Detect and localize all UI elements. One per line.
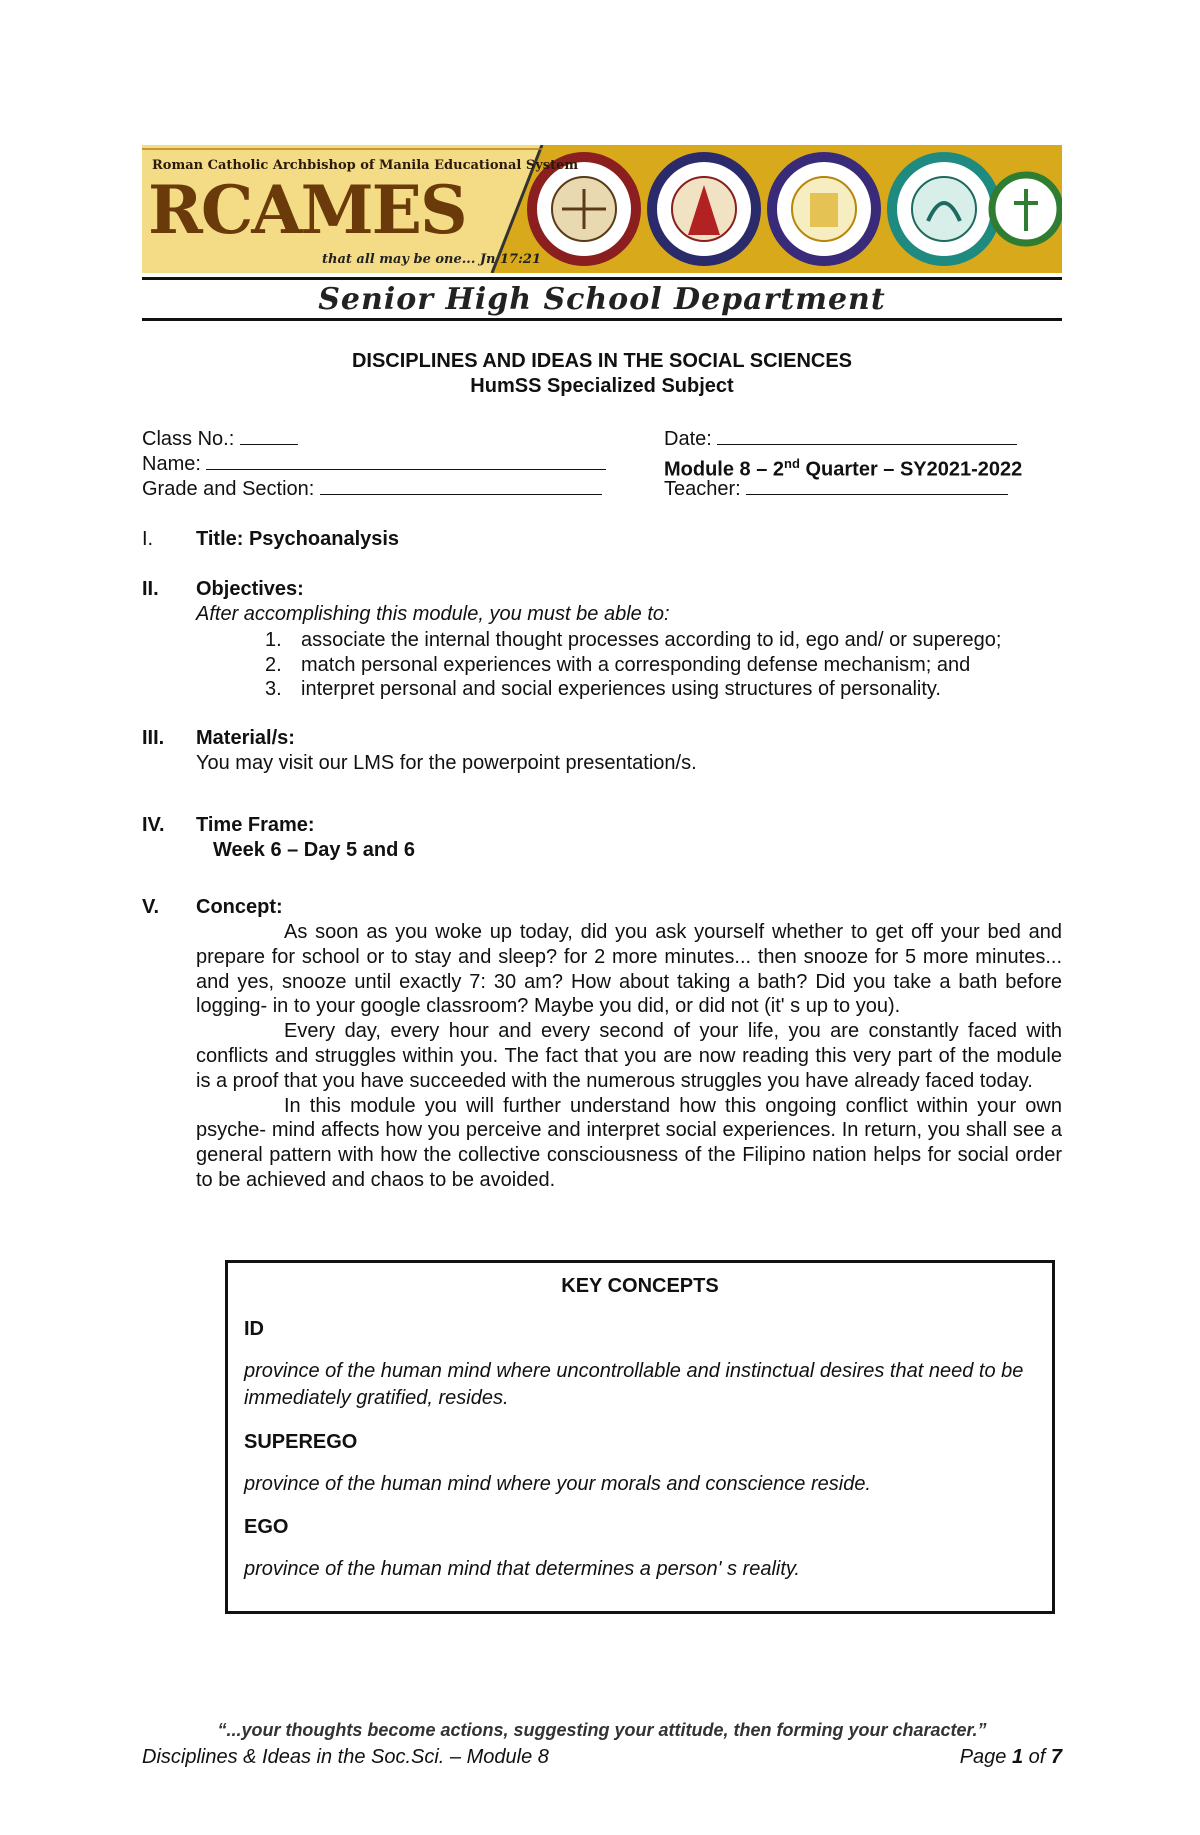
- term-id: ID: [244, 1318, 264, 1340]
- grade-section-field: [142, 476, 602, 502]
- objectives-intro: After accomplishing this module, you must be able to:: [196, 603, 670, 625]
- rcames-logo-text: RCAMES: [148, 171, 466, 249]
- grade-section-label: Grade and Section:: [142, 478, 315, 500]
- motto-text: that all may be one... Jn 17:21: [322, 252, 541, 267]
- section-1-title: Title: Psychoanalysis: [196, 528, 400, 550]
- list-item: 1. associate the internal thought processes according to id, ego and/ or superego;: [265, 629, 1002, 651]
- definition-superego: province of the human mind where your morals and conscience reside.: [244, 1473, 871, 1495]
- name-blank[interactable]: [206, 451, 606, 470]
- term-superego: SUPEREGO: [244, 1431, 358, 1453]
- date-label: Date:: [664, 428, 712, 450]
- school-seal-5-icon: [992, 175, 1060, 243]
- section-3-number: III.: [142, 727, 165, 749]
- page-number: Page 1 of 7: [959, 1746, 1062, 1768]
- definition-ego: province of the human mind that determines a person' s reality.: [244, 1558, 800, 1580]
- concept-paragraph: In this module you will further understand how this ongoing conflict within your own psyche- mind affects how you perceive and interpret social experiences. In return, you shall see a general pattern with how the collective consciousness of the Filipino nation helps for social order to be achieved and chaos to be avoided.: [196, 1094, 1062, 1191]
- header-banner: [142, 145, 1062, 273]
- objectives-list: [265, 628, 1001, 702]
- section-4-number: IV.: [142, 814, 165, 836]
- class-no-label: Class No.:: [142, 428, 235, 450]
- header-rule-bottom: [142, 318, 1062, 321]
- list-item: 2. match personal experiences with a corresponding defense mechanism; and: [265, 653, 971, 676]
- section-2-title: Objectives:: [196, 578, 304, 600]
- key-concepts-box: [225, 1260, 1055, 1614]
- materials-text: You may visit our LMS for the powerpoint presentation/s.: [196, 752, 697, 774]
- section-4-title: Time Frame:: [196, 814, 315, 836]
- date-field: [664, 426, 1017, 452]
- definition-id: province of the human mind where uncontrollable and instinctual desires that need to be immediately gratified, resides.: [244, 1360, 1024, 1409]
- module-info: Module 8 – 2nd Quarter – SY2021-2022: [664, 456, 1023, 481]
- section-2-number: II.: [142, 578, 159, 600]
- teacher-field: [664, 476, 1008, 502]
- name-label: Name:: [142, 453, 201, 475]
- department-title: Senior High School Department: [318, 282, 886, 317]
- subject-title: DISCIPLINES AND IDEAS IN THE SOCIAL SCIENCES: [351, 350, 853, 372]
- footer-document-name: Disciplines & Ideas in the Soc.Sci. – Module 8: [142, 1746, 549, 1768]
- time-frame-text: Week 6 – Day 5 and 6: [213, 839, 415, 861]
- section-1-number: I.: [142, 528, 154, 550]
- class-no-field: [142, 426, 298, 452]
- grade-section-blank[interactable]: [320, 476, 602, 495]
- section-5-number: V.: [142, 896, 160, 918]
- teacher-blank[interactable]: [746, 476, 1008, 495]
- class-no-blank[interactable]: [240, 426, 298, 445]
- school-seal-4-icon: [892, 157, 996, 261]
- name-field: [142, 451, 606, 477]
- date-blank[interactable]: [717, 426, 1017, 445]
- list-item: 3. interpret personal and social experiences using structures of personality.: [265, 678, 941, 700]
- teacher-label: Teacher:: [664, 478, 741, 500]
- key-concepts-title: KEY CONCEPTS: [561, 1275, 719, 1297]
- school-seal-2-icon: [652, 157, 756, 261]
- school-seal-3-icon: [772, 157, 876, 261]
- footer-quote: “...your thoughts become actions, suggesting your attitude, then forming your character.”: [217, 1720, 987, 1740]
- section-3-title: Material/s:: [196, 727, 295, 749]
- concept-paragraph: As soon as you woke up today, did you ask yourself whether to get off your bed and prepare for school or to stay and sleep? for 2 more minutes... then snooze for 5 more minutes... and yes, snooze until exactly 7: 30 am? How about taking a bath? Did you take a bath before logging- in to your google classroom? Maybe you did, or did not (it' s up to you).: [196, 921, 1062, 1018]
- subject-subtitle: HumSS Specialized Subject: [470, 375, 734, 397]
- header-rule-top: [142, 277, 1062, 280]
- org-full-name: Roman Catholic Archbishop of Manila Educational System: [152, 158, 579, 173]
- section-5-title: Concept:: [196, 896, 283, 918]
- banner-graphic: [142, 145, 1062, 273]
- term-ego: EGO: [244, 1516, 289, 1538]
- concept-text: [196, 920, 1062, 1193]
- concept-paragraph: Every day, every hour and every second of your life, you are constantly faced with conflicts and struggles within you. The fact that you are now reading this very part of the module is a proof that you have succeeded with the numerous struggles you have already faced today.: [196, 1020, 1062, 1092]
